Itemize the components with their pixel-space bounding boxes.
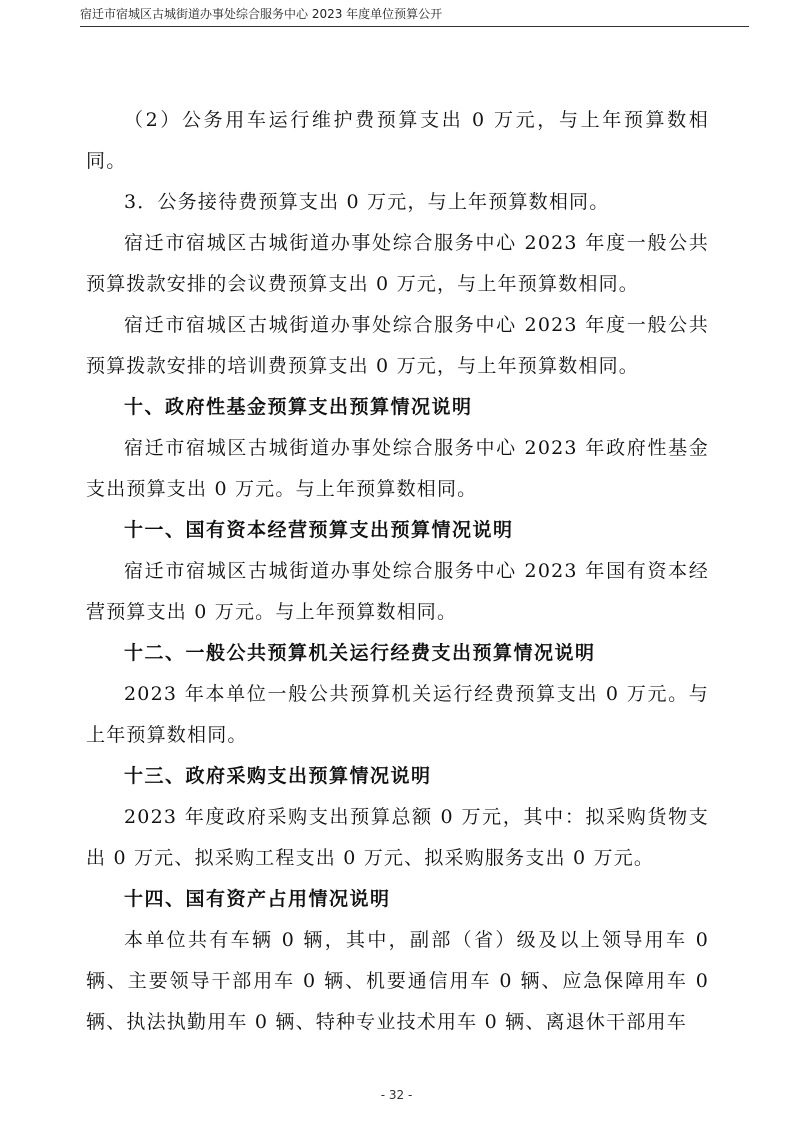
section-heading-13: 十三、政府采购支出预算情况说明 — [124, 765, 432, 787]
page-number: - 32 - — [380, 1088, 413, 1102]
paragraph-government-fund: 宿迁市宿城区古城街道办事处综合服务中心 2023 年政府性基金支出预算支出 0 万元。与上年预算数相同。 — [86, 437, 709, 500]
paragraph-reception-expense: 3．公务接待费预算支出 0 万元，与上年预算数相同。 — [124, 191, 610, 213]
paragraph-vehicle-maintenance: （2）公务用车运行维护费预算支出 0 万元，与上年预算数相同。 — [86, 109, 709, 172]
paragraph-training-expense: 宿迁市宿城区古城街道办事处综合服务中心 2023 年度一般公共预算拨款安排的培训费预算支出 0 万元，与上年预算数相同。 — [86, 314, 709, 377]
paragraph-state-capital: 宿迁市宿城区古城街道办事处综合服务中心 2023 年国有资本经营预算支出 0 万元。与上年预算数相同。 — [86, 560, 709, 623]
section-heading-10: 十、政府性基金预算支出预算情况说明 — [124, 396, 473, 418]
document-header: 宿迁市宿城区古城街道办事处综合服务中心 2023 年度单位预算公开 — [80, 7, 443, 21]
paragraph-vehicles: 本单位共有车辆 0 辆，其中，副部（省）级及以上领导用车 0 辆、主要领导干部用车 0 辆、机要通信用车 0 辆、应急保障用车 0 辆、执法执勤用车 0 辆、特种专业技术用车 0 辆、离退休干部用车 — [86, 929, 709, 1033]
section-heading-12: 十二、一般公共预算机关运行经费支出预算情况说明 — [124, 642, 596, 664]
document-body — [86, 100, 709, 1043]
paragraph-meeting-expense: 宿迁市宿城区古城街道办事处综合服务中心 2023 年度一般公共预算拨款安排的会议费预算支出 0 万元，与上年预算数相同。 — [86, 232, 709, 295]
header-divider — [80, 26, 749, 27]
paragraph-operating-expense: 2023 年本单位一般公共预算机关运行经费预算支出 0 万元。与上年预算数相同。 — [86, 683, 709, 746]
section-heading-11: 十一、国有资本经营预算支出预算情况说明 — [124, 519, 514, 541]
section-heading-14: 十四、国有资产占用情况说明 — [124, 888, 391, 910]
paragraph-procurement: 2023 年度政府采购支出预算总额 0 万元，其中：拟采购货物支出 0 万元、拟采购工程支出 0 万元、拟采购服务支出 0 万元。 — [86, 806, 709, 869]
